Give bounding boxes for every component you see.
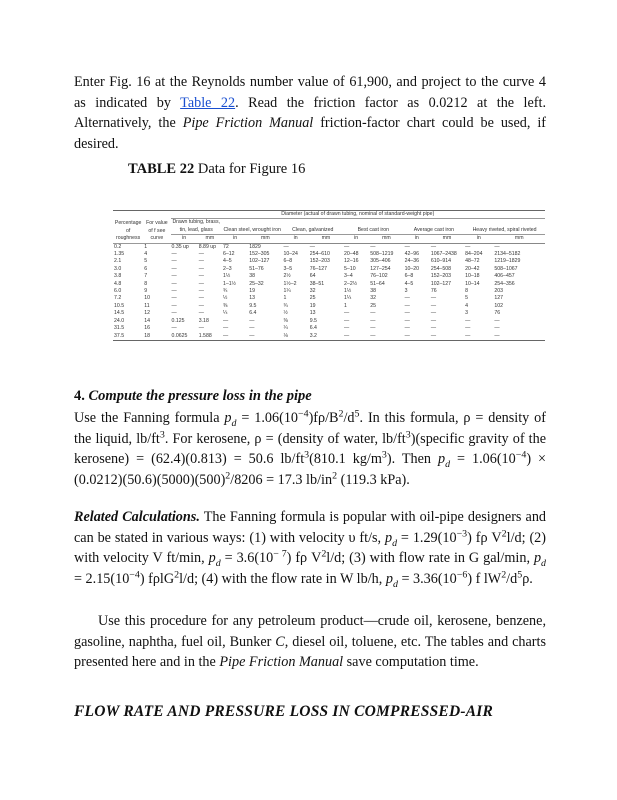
table-cell: 127: [494, 295, 504, 302]
table-cell: 152–305: [249, 251, 270, 258]
intro-paragraph: Enter Fig. 16 at the Reynolds number value of 61,900, and project to the curve 4 as indicated by Table 22. Read the friction factor as 0.0212 at the left. Alternatively, the Pipe Friction Manual friction-factor chart could be used, if desired.: [74, 74, 546, 152]
table-row: [113, 295, 545, 302]
table-cell: —: [404, 325, 410, 332]
table-cell: —: [171, 251, 177, 258]
table-cell: —: [430, 243, 437, 250]
table-cell: —: [430, 317, 437, 324]
table-cell: 16: [144, 325, 151, 332]
table-cell: 102–127: [430, 280, 452, 287]
table-cell: 38: [370, 288, 377, 295]
table-cell: 0.125: [171, 317, 185, 324]
table-cell: 10–18: [465, 273, 480, 280]
table-cell: —: [464, 333, 493, 341]
table-cell: 10: [144, 295, 151, 302]
table-cell: —: [198, 273, 204, 280]
table-cell: 102: [494, 302, 504, 309]
col-value: For value of f see curve: [143, 219, 170, 243]
table-cell: 3: [404, 288, 408, 295]
table-cell: —: [370, 325, 376, 332]
group-header: Heavy riveted, spiral riveted: [464, 219, 545, 235]
table-cell: 6.0: [114, 288, 122, 295]
table-cell: —: [222, 333, 248, 341]
table-cell: 51–64: [370, 280, 385, 287]
table-cell: —: [404, 317, 410, 324]
table-cell: 4–5: [404, 280, 414, 287]
table-cell: —: [249, 317, 255, 324]
table-row: [113, 273, 545, 280]
table-cell: 76–102: [370, 273, 388, 280]
table-cell: 4: [465, 302, 469, 309]
table-cell: 254–356: [494, 280, 515, 287]
table-cell: —: [171, 288, 177, 295]
table-cell: 7.2: [114, 295, 122, 302]
unit-header: in: [171, 235, 198, 243]
table-row: [113, 288, 545, 295]
table-row: [113, 251, 545, 258]
table-cell: —: [430, 333, 464, 341]
table-cell: 4: [144, 251, 148, 258]
table-cell: 152–203: [430, 273, 452, 280]
table-22-link[interactable]: Table 22: [180, 94, 236, 111]
table-cell: 1–1½: [222, 280, 236, 287]
table-cell: 305–406: [370, 258, 391, 265]
table-cell: —: [465, 325, 471, 332]
table-cell: 32: [309, 288, 316, 295]
table-row: [113, 333, 545, 341]
table-cell: —: [493, 333, 545, 341]
table-cell: 2–3: [222, 265, 232, 272]
table-cell: 10–14: [465, 280, 480, 287]
table-cell: —: [465, 317, 471, 324]
table-cell: ½: [283, 310, 288, 317]
table-cell: 127–254: [370, 265, 391, 272]
table-cell: 10–20: [404, 265, 420, 272]
unit-header: in: [222, 235, 248, 243]
table-cell: 51–76: [249, 265, 264, 272]
table-cell: 508–1067: [494, 265, 518, 272]
table-row: [113, 243, 545, 251]
table-cell: 6–8: [404, 273, 414, 280]
table-cell: 610–914: [430, 258, 452, 265]
table-cell: 20–42: [465, 265, 480, 272]
table-cell: 1.588: [198, 333, 222, 341]
table-cell: 3: [465, 310, 469, 317]
table-cell: 14: [144, 317, 151, 324]
table-cell: 31.5: [114, 325, 125, 332]
table-cell: 3.0: [114, 265, 122, 272]
group-header: Drawn tubing, brass, tin, lead, glass: [172, 219, 221, 233]
table-cell: —: [494, 317, 500, 324]
table-cell: —: [404, 243, 410, 250]
table-cell: —: [222, 325, 229, 332]
table-cell: —: [344, 325, 350, 332]
table-cell: 1½: [222, 273, 231, 280]
unit-header: mm: [198, 235, 222, 243]
table-cell: 1: [283, 295, 287, 302]
table-cell: 203: [494, 288, 504, 295]
table-cell: ⅛: [283, 333, 309, 341]
table-cell: 6.4: [309, 325, 317, 332]
table-cell: 72: [222, 243, 229, 250]
table-cell: 254–508: [430, 265, 452, 272]
table-cell: —: [198, 295, 204, 302]
table-cell: —: [344, 310, 350, 317]
table-cell: ½: [222, 295, 228, 302]
procedure-paragraph: Use this procedure for any petroleum product—crude oil, kerosene, benzene, gasoline, naphtha, fuel oil, Bunker C, diesel oil, toluene, etc. The tables and charts presented here and in the Pipe Friction Manual save computation time.: [74, 613, 546, 671]
group-header: Best cast iron: [343, 219, 404, 235]
table-cell: 1: [344, 302, 347, 309]
table-cell: 1¼: [344, 295, 352, 302]
table-cell: —: [404, 302, 410, 309]
table-cell: —: [370, 243, 376, 250]
table-cell: —: [198, 302, 204, 309]
table-cell: 6.4: [249, 310, 257, 317]
table-cell: —: [171, 302, 177, 309]
table-cell: 11: [144, 302, 150, 309]
table-cell: 1¼: [283, 288, 291, 295]
table-cell: 10–24: [283, 251, 298, 258]
table-cell: —: [370, 310, 376, 317]
table-cell: 2½: [283, 273, 291, 280]
table-cell: 48–72: [465, 258, 480, 265]
table-cell: 13: [249, 295, 255, 302]
table-cell: ¾: [222, 288, 228, 295]
table-cell: ¾: [283, 302, 288, 309]
table-cell: 9.5: [309, 317, 317, 324]
table-cell: 20–48: [344, 251, 359, 258]
table-cell: 12: [144, 310, 151, 317]
table-span-header: Diameter (actual of drawn tubing, nominal of standard-weight pipe): [171, 211, 546, 219]
table-cell: —: [248, 333, 282, 341]
group-header: Average cast iron: [404, 219, 465, 235]
table-cell: 76: [494, 310, 501, 317]
table-cell: —: [171, 280, 177, 287]
table-cell: —: [404, 333, 430, 341]
table-cell: 9: [144, 288, 148, 295]
unit-header: mm: [430, 235, 464, 243]
unit-header: mm: [493, 235, 545, 243]
table-cell: 1219–1829: [494, 258, 521, 265]
table-cell: 10.5: [114, 302, 125, 309]
next-section-heading: FLOW RATE AND PRESSURE LOSS IN COMPRESSED-AIR: [74, 703, 494, 720]
fanning-paragraph: Use the Fanning formula $p_d = 1.06(10^{-4})f\rho/B^2/d^5$. In this formula, ρ = density of the liquid, $lb/ft^3$. For kerosene, ρ = (density of water, $lb/ft^3)(specific$ gravity of the kerosene) = (62.4)(0.813) = 50.6 $lb/ft^3(810.1$ $kg/m^3$). Then $p_d = 1.06(10^{-4}) \times (0.0212)(50.6)(5000)(500)^2/8206 = 17.3$ $lb/in^2$ (119.3 kPa).: [74, 408, 547, 488]
table-caption: TABLE 22 Data for Figure 16: [128, 161, 306, 177]
table-cell: 8.89 up: [198, 243, 217, 250]
table-cell: ¼: [283, 325, 288, 332]
table-cell: 12–16: [344, 258, 359, 265]
table-cell: 8: [144, 280, 148, 287]
table-cell: 5: [144, 258, 148, 265]
table-cell: —: [430, 302, 437, 309]
table-cell: 152–203: [309, 258, 330, 265]
table-cell: —: [198, 310, 204, 317]
table-cell: 19: [309, 302, 316, 309]
table-cell: —: [171, 258, 177, 265]
table-row: [113, 310, 545, 317]
table-cell: —: [344, 317, 350, 324]
table-cell: 1: [144, 243, 148, 250]
table-row: [113, 303, 545, 310]
table-cell: 13: [309, 310, 316, 317]
unit-header: in: [343, 235, 369, 243]
unit-header: mm: [309, 235, 343, 243]
table-cell: —: [198, 325, 204, 332]
table-cell: 1½: [344, 288, 352, 295]
table-cell: —: [309, 243, 315, 250]
table-cell: 76: [430, 288, 437, 295]
table-cell: 25: [309, 295, 316, 302]
table-cell: 2–2½: [344, 280, 358, 287]
table-cell: —: [198, 265, 204, 272]
table-cell: —: [198, 251, 204, 258]
table-cell: 102–127: [249, 258, 270, 265]
related-calculations-paragraph: Related Calculations. The Fanning formula is popular with oil-pipe designers and can be stated in various ways: (1) with velocity υ ft/s, $p_d = 1.29(10^{-3})$ fρ $V^2l/d$; (2) with velocity V ft/min, $p_d = 3.6(10^{- 7})$ fρ $V^2l/d$; (3) with flow rate in G gal/min, $p_d = 2.15(10^{-4})$ fρlG$^2$l/d; (4) with the flow rate in W lb/h, $p_d = 3.36(10^{-6})$ f $lW^2/d^5\rho$.: [74, 509, 547, 590]
table-cell: —: [198, 258, 204, 265]
col-percentage: Percentage of roughness: [114, 220, 142, 242]
table-cell: 24.0: [114, 317, 125, 324]
table-cell: 3–5: [283, 265, 293, 272]
table-cell: 5–10: [344, 265, 356, 272]
unit-header: in: [464, 235, 493, 243]
table-cell: 0.35 up: [171, 243, 189, 250]
table-cell: 7: [144, 273, 148, 280]
table-cell: 3–4: [344, 273, 353, 280]
table-cell: 1067–2438: [430, 251, 457, 258]
table-cell: —: [171, 265, 177, 272]
unit-header: in: [283, 235, 309, 243]
table-row: [113, 266, 545, 273]
table-cell: —: [465, 243, 471, 250]
table-cell: 3.18: [198, 317, 209, 324]
table-cell: ⅜: [283, 317, 288, 324]
table-cell: 1.35: [114, 251, 125, 258]
table-cell: —: [404, 310, 410, 317]
table-cell: —: [283, 243, 289, 250]
table-cell: —: [430, 310, 437, 317]
table-cell: 14.5: [114, 310, 125, 317]
table-cell: 406–457: [494, 273, 515, 280]
table-cell: 9.5: [249, 302, 257, 309]
table-cell: —: [430, 325, 437, 332]
table-cell: —: [198, 288, 204, 295]
data-table: [113, 210, 545, 341]
table-cell: 38: [249, 273, 255, 280]
table-cell: 64: [309, 273, 316, 280]
table-row: [113, 325, 545, 332]
table-cell: 5: [465, 295, 469, 302]
table-cell: 76–127: [309, 265, 328, 272]
table-cell: 1½–2: [283, 280, 297, 287]
table-cell: 6: [144, 265, 148, 272]
table-cell: —: [171, 310, 177, 317]
table-cell: —: [344, 243, 350, 250]
table-cell: —: [430, 295, 437, 302]
group-header: Clean, galvanized: [283, 219, 344, 235]
step-4-heading: 4. Compute the pressure loss in the pipe: [74, 388, 312, 404]
table-cell: —: [171, 325, 177, 332]
table-cell: 0.2: [114, 243, 122, 250]
table-cell: 4.8: [114, 280, 122, 287]
table-cell: 18: [143, 333, 170, 341]
table-cell: 3.2: [309, 333, 343, 341]
table-cell: 25–32: [249, 280, 264, 287]
table-row: [113, 281, 545, 288]
table-cell: —: [171, 295, 177, 302]
table-cell: —: [494, 243, 500, 250]
group-header: Clean steel, wrought iron: [222, 219, 283, 235]
table-cell: 6–8: [283, 258, 293, 265]
table-cell: 38–51: [309, 280, 325, 287]
table-cell: 19: [249, 288, 255, 295]
table-cell: —: [369, 333, 403, 341]
table-cell: —: [198, 280, 204, 287]
table-cell: —: [171, 273, 177, 280]
table-cell: 37.5: [113, 333, 143, 341]
table-cell: 2.1: [114, 258, 122, 265]
unit-header: in: [404, 235, 430, 243]
table-cell: 4–5: [222, 258, 232, 265]
table-cell: ¼: [222, 310, 228, 317]
table-cell: 2134–5182: [494, 251, 521, 258]
unit-header: mm: [248, 235, 282, 243]
table-cell: 8: [465, 288, 469, 295]
table-cell: 0.0625: [171, 333, 198, 341]
table-cell: 3.8: [114, 273, 122, 280]
table-cell: 42–96: [404, 251, 420, 258]
table-cell: 84–204: [465, 251, 483, 258]
table-cell: 25: [370, 302, 377, 309]
table-cell: —: [343, 333, 369, 341]
table-cell: —: [494, 325, 500, 332]
table-cell: 24–36: [404, 258, 420, 265]
table-cell: 254–610: [309, 251, 330, 258]
table-row: [113, 318, 545, 325]
table-cell: 508–1219: [370, 251, 394, 258]
table-cell: 1829: [249, 243, 261, 250]
table-cell: 6–12: [222, 251, 235, 258]
table-cell: ⅜: [222, 302, 228, 309]
table-cell: —: [404, 295, 410, 302]
table-cell: —: [370, 317, 376, 324]
unit-header: mm: [369, 235, 403, 243]
table-cell: 32: [370, 295, 377, 302]
table-cell: —: [222, 317, 229, 324]
table-row: [113, 258, 545, 265]
table-cell: —: [249, 325, 255, 332]
